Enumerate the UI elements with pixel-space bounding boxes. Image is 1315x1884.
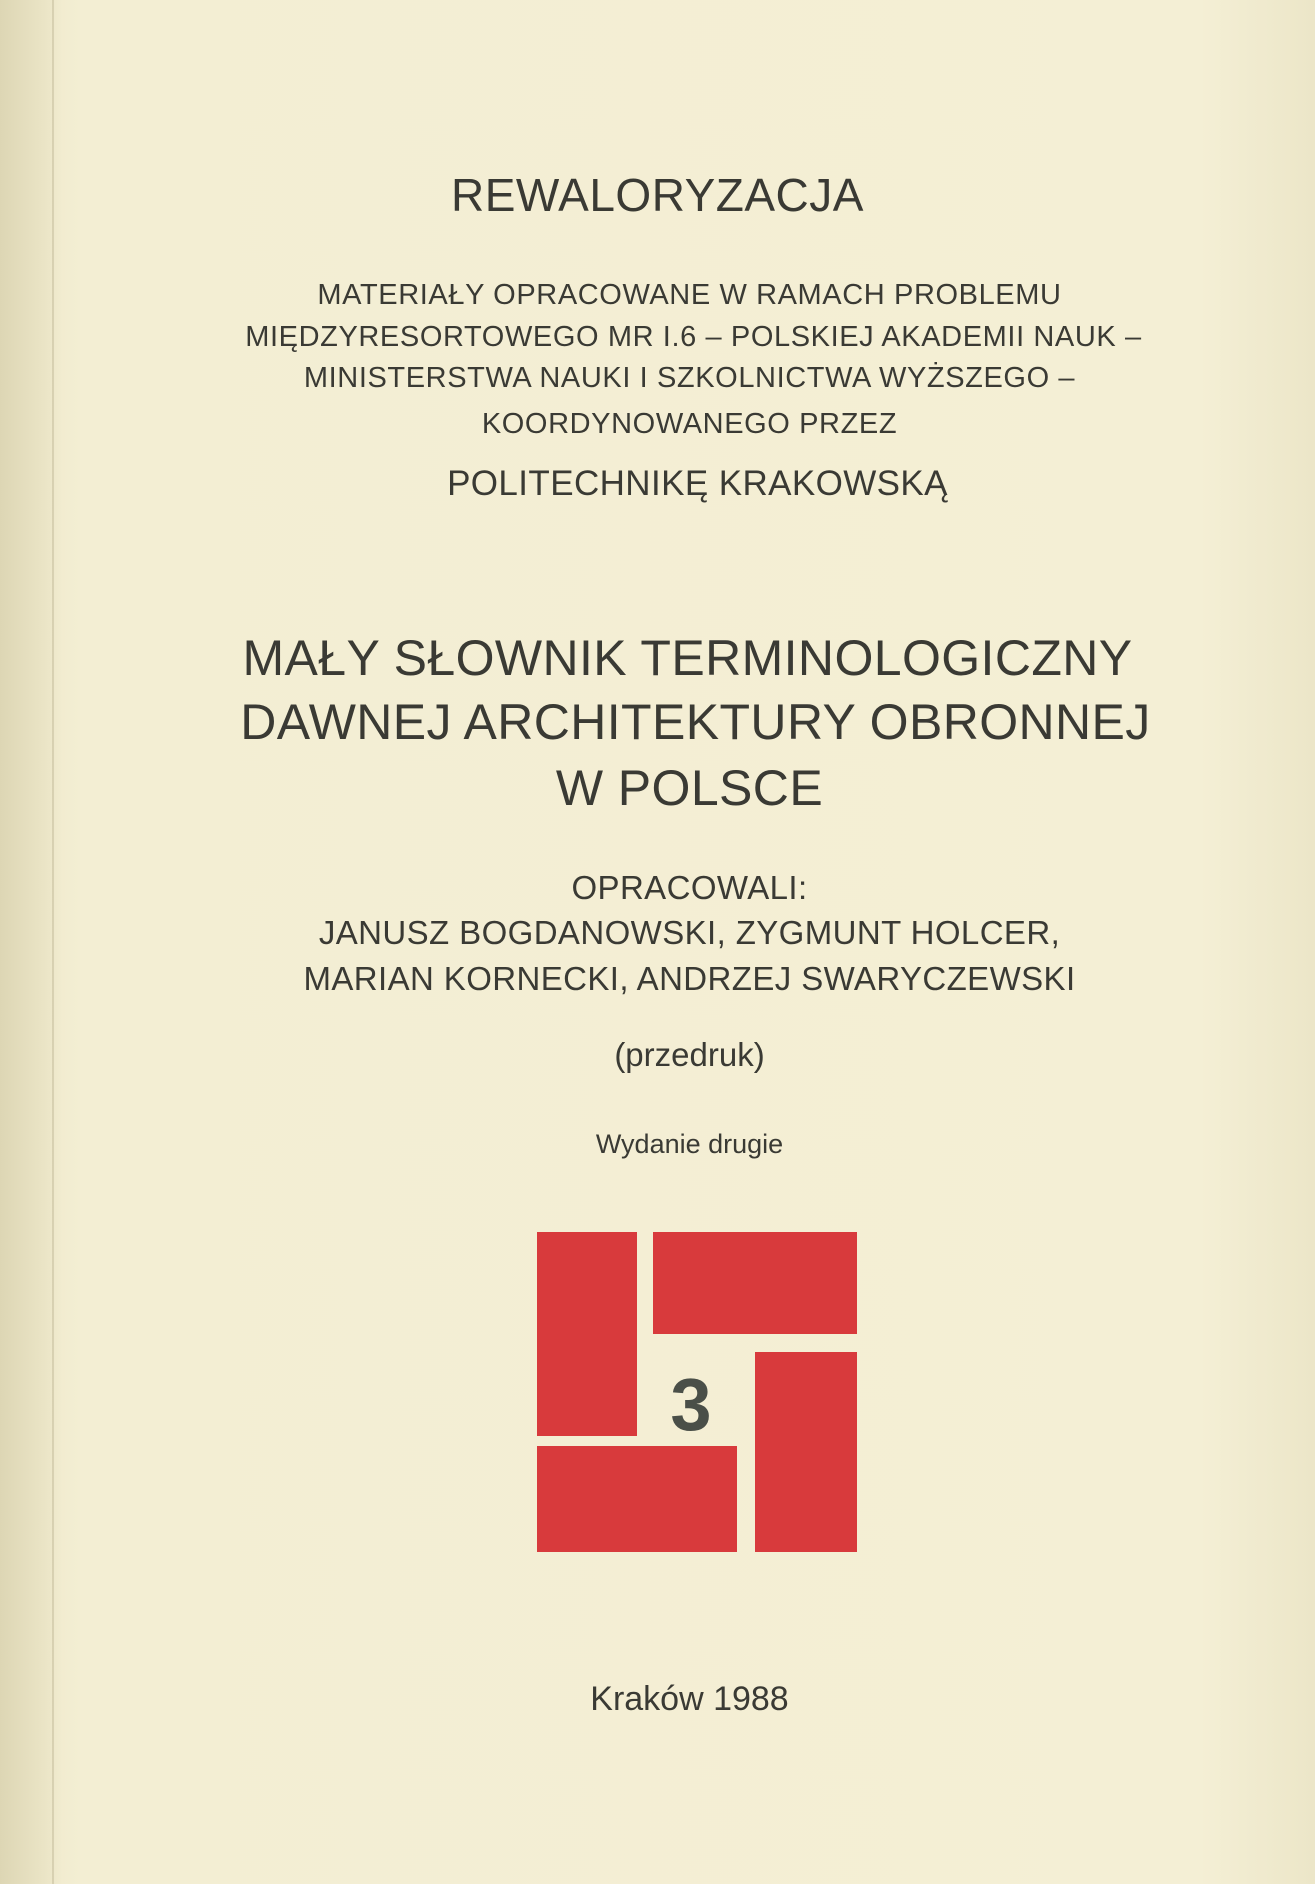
- series-title: REWALORYZACJA: [451, 169, 864, 221]
- institution-name: POLITECHNIKĘ KRAKOWSKĄ: [447, 464, 948, 503]
- book-title-line-2: DAWNEJ ARCHITEKTURY OBRONNEJ: [240, 694, 1151, 750]
- description-line-3: MINISTERSTWA NAUKI I SZKOLNICTWA WYŻSZEGO –: [303, 362, 1076, 394]
- place-and-year: Kraków 1988: [590, 1680, 789, 1718]
- series-logo: [537, 1232, 857, 1552]
- authors-line-2: MARIAN KORNECKI, ANDRZEJ SWARYCZEWSKI: [303, 960, 1076, 997]
- logo-block-right: [755, 1352, 857, 1552]
- description-line-4: KOORDYNOWANEGO PRZEZ: [481, 408, 898, 440]
- book-title-line-3: W POLSCE: [555, 760, 824, 816]
- logo-block-bottom: [537, 1446, 737, 1552]
- authors-label: OPRACOWALI:: [571, 869, 808, 906]
- reprint-note: (przedruk): [614, 1036, 765, 1073]
- edition-label: Wydanie drugie: [595, 1129, 784, 1159]
- volume-number: 3: [670, 1363, 712, 1446]
- description-line-2: MIĘDZYRESORTOWEGO MR I.6 – POLSKIEJ AKADEMII NAUK –: [245, 321, 1142, 353]
- description-line-1: MATERIAŁY OPRACOWANE W RAMACH PROBLEMU: [317, 279, 1062, 311]
- book-title-line-1: MAŁY SŁOWNIK TERMINOLOGICZNY: [242, 630, 1133, 686]
- logo-block-left: [537, 1232, 637, 1436]
- authors-line-1: JANUSZ BOGDANOWSKI, ZYGMUNT HOLCER,: [318, 914, 1061, 951]
- logo-block-top: [653, 1232, 857, 1334]
